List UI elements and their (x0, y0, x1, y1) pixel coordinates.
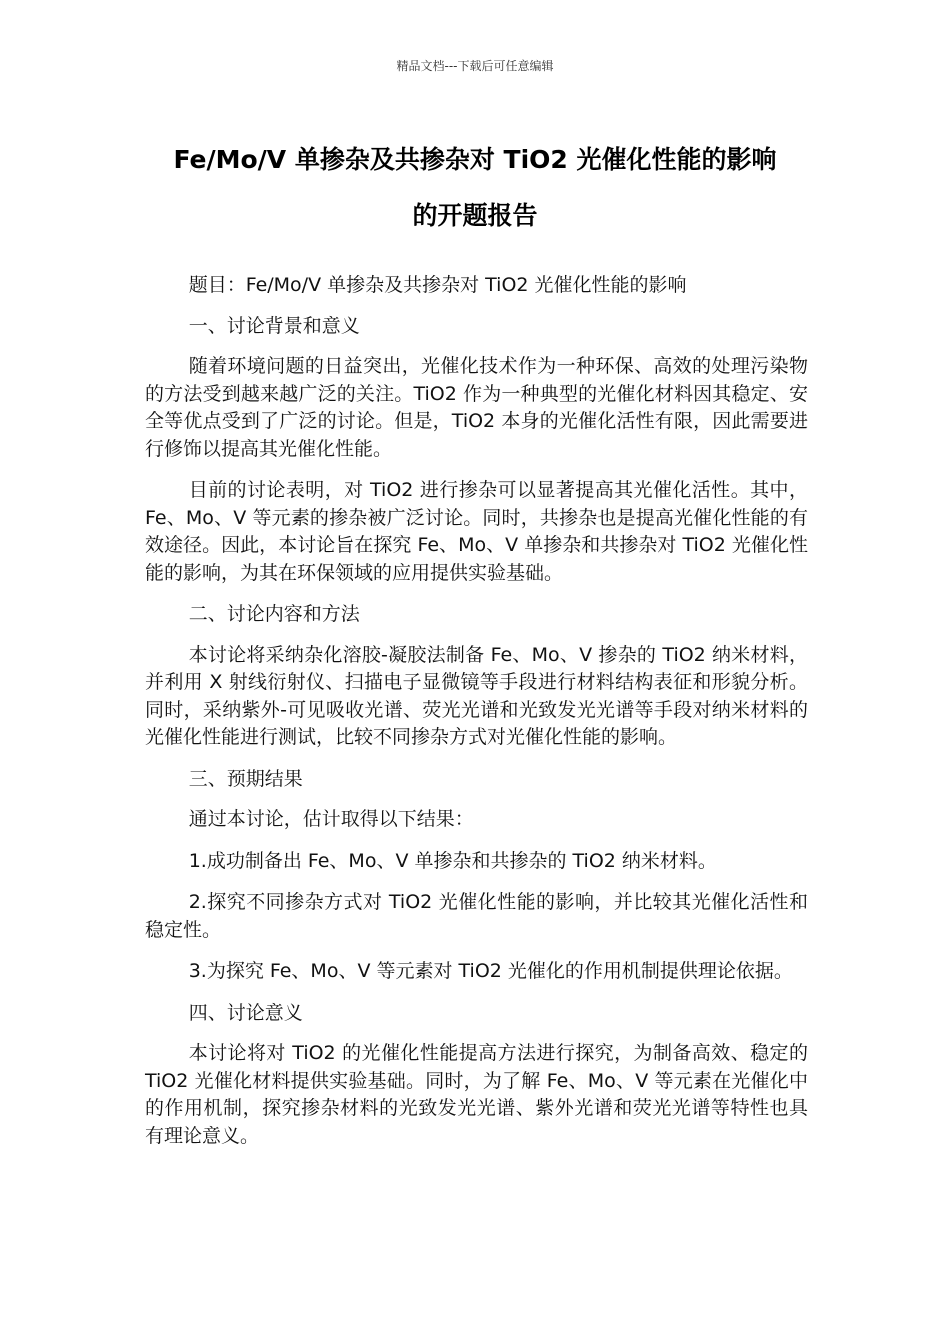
section-heading-background: 一、讨论背景和意义 (188, 314, 360, 337)
document-body (145, 272, 808, 1164)
section-heading-expected-results: 三、预期结果 (188, 767, 303, 790)
section-heading-content-methods: 二、讨论内容和方法 (188, 603, 360, 625)
result-item-3: 3.为探究 Fe、Mo、V 等元素对 TiO2 光催化的作用机制提供理论依据。 (188, 960, 793, 982)
result-item-2: 2.探究不同掺杂方式对 TiO2 光催化性能的影响，并比较其光催化活性和稳定性。 (145, 891, 808, 941)
topic-line: 题目：Fe/Mo/V 单掺杂及共掺杂对 TiO2 光催化性能的影响 (188, 274, 687, 296)
result-item-1: 1.成功制备出 Fe、Mo、V 单掺杂和共掺杂的 TiO2 纳米材料。 (188, 849, 717, 872)
section-heading-significance: 四、讨论意义 (188, 1001, 303, 1024)
header-note: 精品文档---下载后可任意编辑 (396, 59, 554, 73)
paragraph-background-1: 随着环境问题的日益突出，光催化技术作为一种环保、高效的处理污染物的方法受到越来越广泛的关注。TiO2 作为一种典型的光催化材料因其稳定、安全等优点受到了广泛的讨论。但是，TiO2 本身的光催化活性有限，因此需要进行修饰以提高其光催化性能。 (145, 355, 808, 460)
document-title-line-2: 的开题报告 (412, 201, 538, 230)
paragraph-content-methods: 本讨论将采纳杂化溶胶-凝胶法制备 Fe、Mo、V 掺杂的 TiO2 纳米材料，并利用 X 射线衍射仪、扫描电子显微镜等手段进行材料结构表征和形貌分析。同时，采纳紫外-可见吸收光谱、荧光光谱和光致发光光谱等手段对纳米材料的光催化性能进行测试，比较不同掺杂方式对光催化性能的影响。 (145, 643, 808, 748)
document-title-line-1: Fe/Mo/V 单掺杂及共掺杂对 TiO2 光催化性能的影响 (173, 145, 777, 174)
paragraph-results-intro: 通过本讨论，估计取得以下结果： (188, 808, 474, 830)
paragraph-background-2: 目前的讨论表明，对 TiO2 进行掺杂可以显著提高其光催化活性。其中，Fe、Mo、V 等元素的掺杂被广泛讨论。同时，共掺杂也是提高光催化性能的有效途径。因此，本讨论旨在探究 Fe、Mo、V 单掺杂和共掺杂对 TiO2 光催化性能的影响，为其在环保领域的应用提供实验基础。 (145, 479, 808, 584)
paragraph-significance: 本讨论将对 TiO2 的光催化性能提高方法进行探究，为制备高效、稳定的 TiO2 光催化材料提供实验基础。同时，为了解 Fe、Mo、V 等元素在光催化中的作用机制，探究掺杂材料的光致发光光谱、紫外光谱和荧光光谱等特性也具有理论意义。 (145, 1042, 808, 1147)
